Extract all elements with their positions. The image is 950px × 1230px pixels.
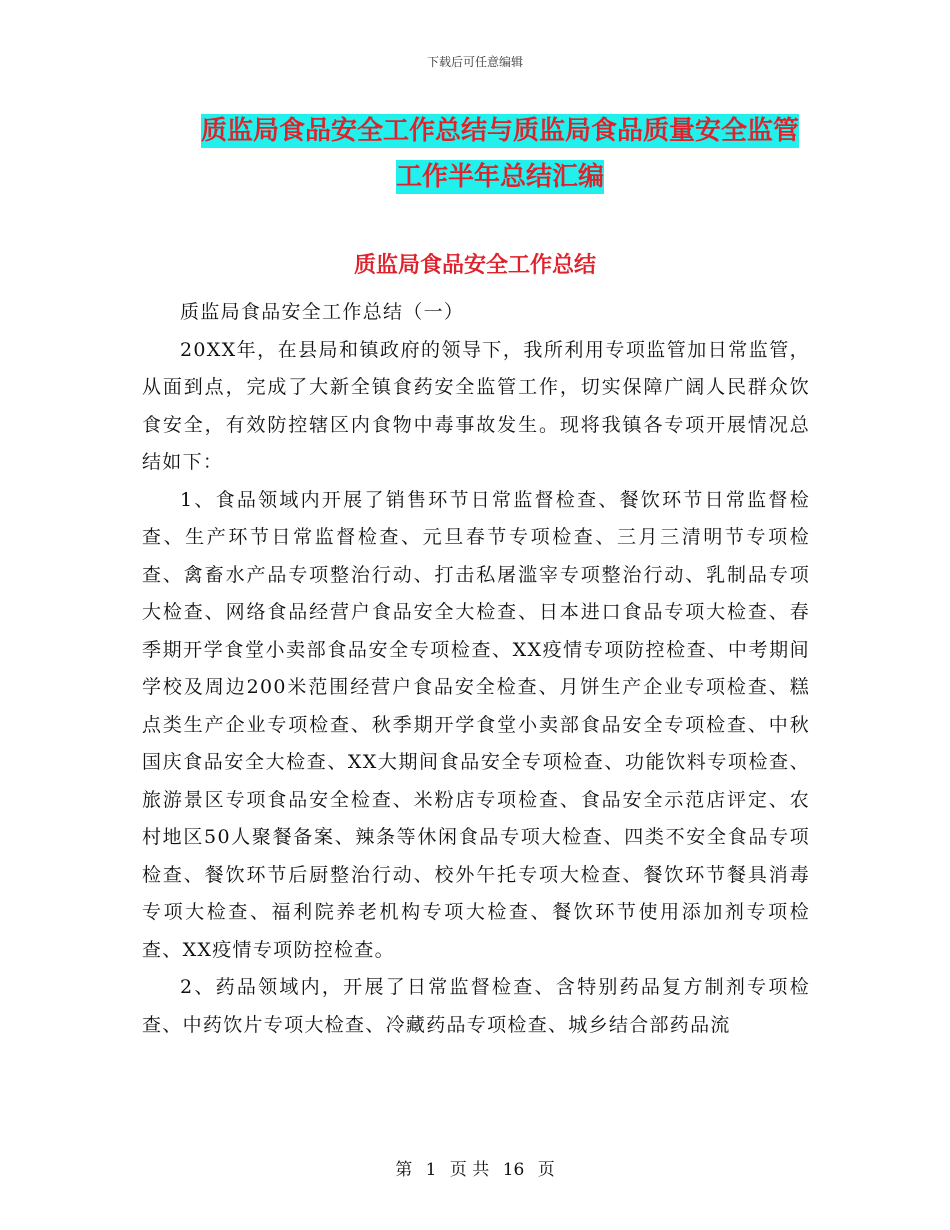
document-title-line-1: 质监局食品安全工作总结与质监局食品质量安全监管 [200,116,799,146]
footer-middle: 页 共 [449,1160,490,1180]
paragraph-food: 1、食品领域内开展了销售环节日常监督检查、餐饮环节日常监督检查、生产环节日常监督检查、元旦春节专项检查、三月三清明节专项检查、禽畜水产品专项整治行动、打击私屠滥宰专项整治行动、乳制品专项大检查、网络食品经营户食品安全大检查、日本进口食品专项大检查、春季期开学食堂小卖部食品安全专项检查、XX疫情专项防控检查、中考期间学校及周边200米范围经营户食品安全检查、月饼生产企业专项检查、糕点类生产企业专项检查、秋季期开学食堂小卖部食品安全专项检查、中秋国庆食品安全大检查、XX大期间食品安全专项检查、功能饮料专项检查、旅游景区专项食品安全检查、米粉店专项检查、食品安全示范店评定、农村地区50人聚餐备案、辣条等休闲食品专项大检查、四类不安全食品专项检查、餐饮环节后厨整治行动、校外午托专项大检查、餐饮环节餐具消毒专项大检查、福利院养老机构专项大检查、餐饮环节使用添加剂专项检查、XX疫情专项防控检查。 [142,488,810,961]
document-title-line-2: 工作半年总结汇编 [395,162,604,192]
header-note: 下载后可任意编辑 [426,55,523,69]
document-title [150,108,850,200]
paragraph-subtitle: 质监局食品安全工作总结（一） [180,301,465,323]
page-footer [0,1155,950,1180]
footer-page-number: 1 [425,1160,437,1180]
body-text [142,294,810,1044]
paragraph-intro: 20XX年，在县局和镇政府的领导下，我所利用专项监管加日常监管，从面到点，完成了大新全镇食药安全监管工作，切实保障广阔人民群众饮食安全，有效防控辖区内食物中毒事故发生。现将我镇各专项开展情况总结如下： [142,338,810,473]
section-title: 质监局食品安全工作总结 [353,253,596,278]
footer-prefix: 第 [395,1160,413,1180]
footer-suffix: 页 [537,1160,555,1180]
footer-total-pages: 16 [502,1160,525,1180]
paragraph-drug: 2、药品领域内，开展了日常监督检查、含特别药品复方制剂专项检查、中药饮片专项大检查、冷藏药品专项检查、城乡结合部药品流 [142,976,810,1036]
